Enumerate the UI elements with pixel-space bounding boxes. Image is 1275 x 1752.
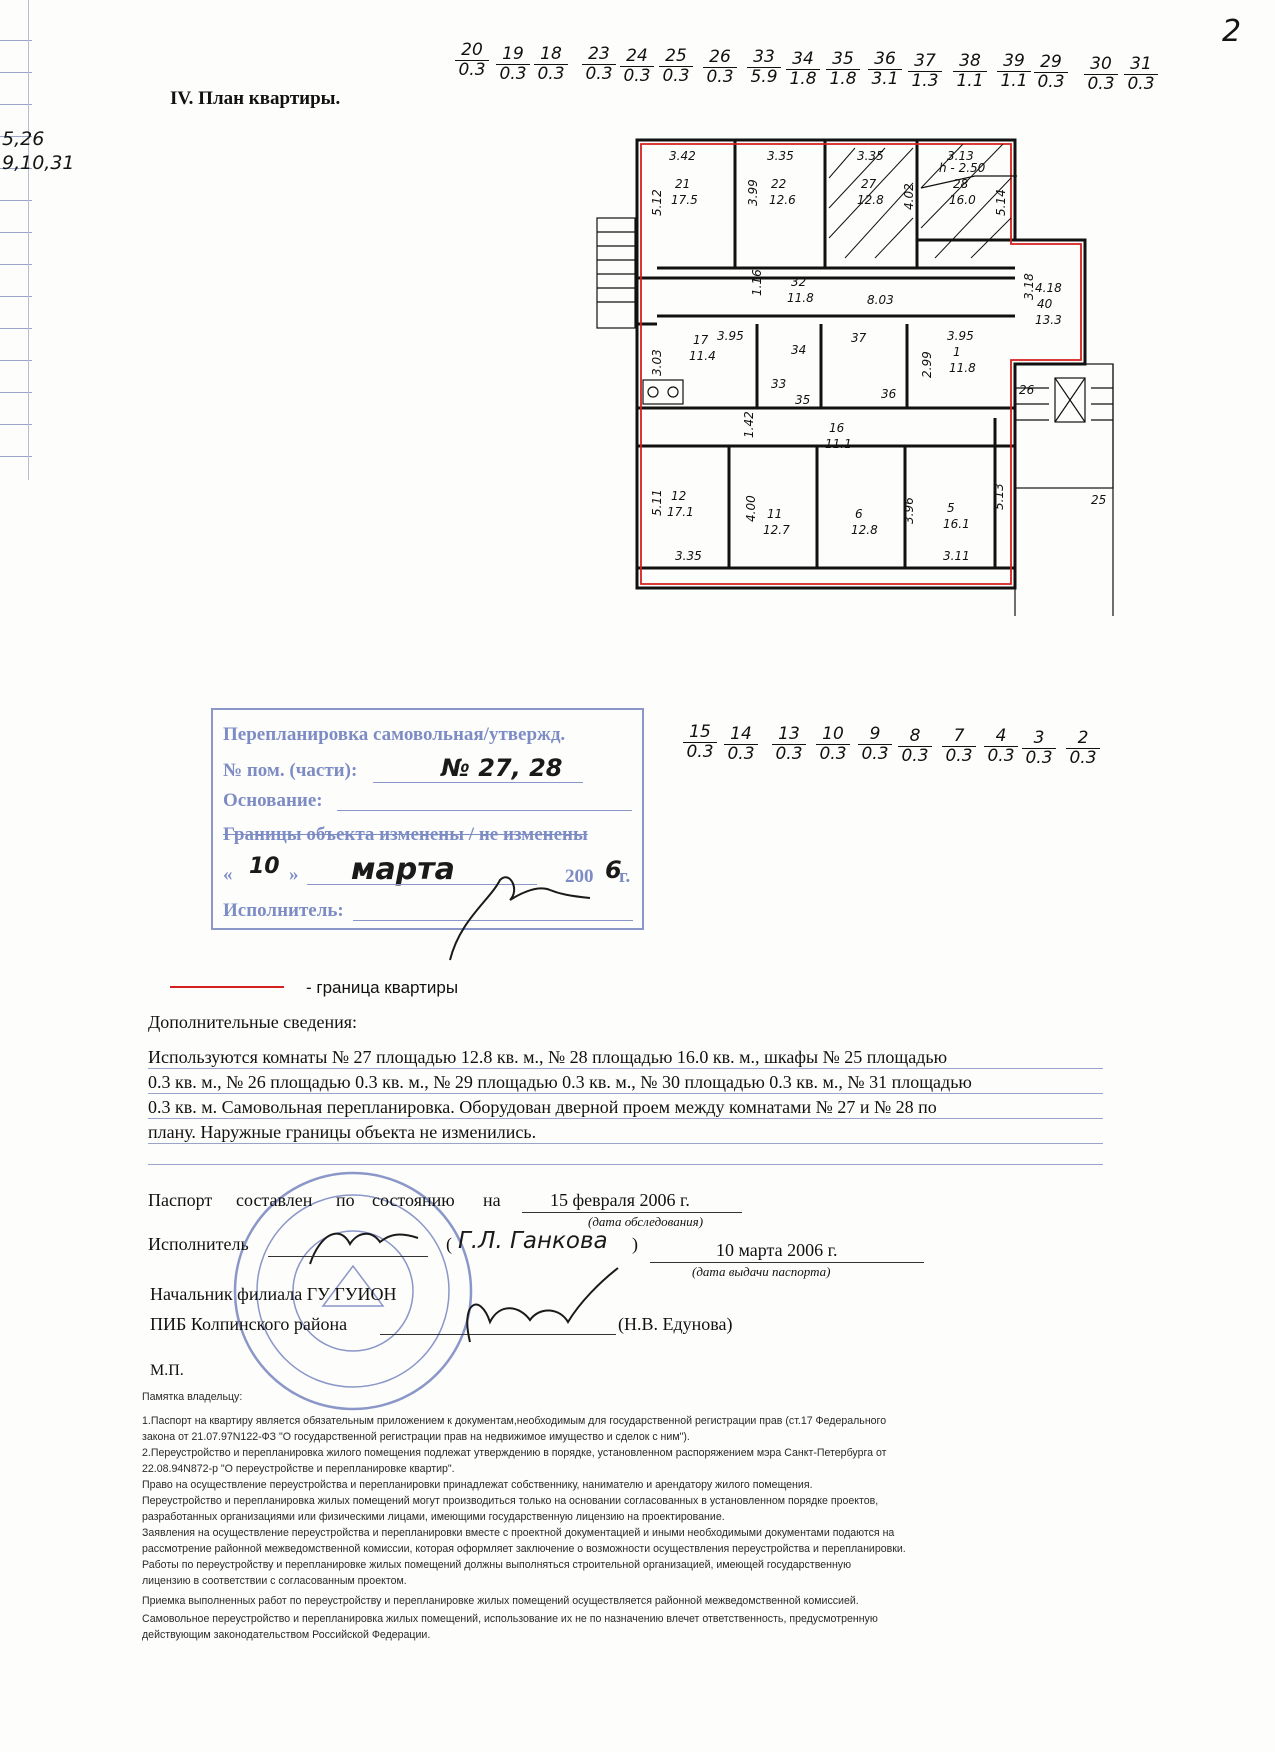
room-area: 11.8	[787, 291, 814, 305]
chief-line-1: Начальник филиала ГУ ГУИОН	[150, 1284, 397, 1304]
cabinet-label: $\frac{9}{0.3}$	[858, 726, 892, 763]
dimension: 3.99	[746, 179, 760, 206]
room-number: 22	[771, 177, 787, 191]
stamp-date-close: »	[289, 864, 299, 885]
stamp-basis-label: Основание:	[223, 790, 323, 811]
room-area: 11.8	[949, 361, 976, 375]
cabinet-label: $\frac{19}{0.3}$	[496, 46, 530, 83]
stove	[643, 380, 683, 404]
stamp-date-month: марта	[351, 852, 455, 887]
stamp-date-year-prefix: 200	[565, 866, 594, 887]
room-number: 12	[671, 489, 687, 503]
dimension: 2.99	[920, 351, 934, 378]
stamp-underline	[373, 782, 583, 783]
passport-word: на	[483, 1190, 501, 1210]
chief-name: (Н.В. Едунова)	[618, 1314, 733, 1334]
passport-word: по	[336, 1190, 355, 1210]
memo-line: 2.Переустройство и перепланировка жилого помещения подлежат утверждению в порядке, установленном распоряжением мэра Санкт-Петербурга от	[142, 1447, 887, 1459]
room-number: 32	[791, 275, 807, 289]
cabinet-label: $\frac{14}{0.3}$	[724, 726, 758, 763]
memo-line: действующим законодательством Российской Федерации.	[142, 1629, 431, 1641]
cabinet-label: $\frac{29}{0.3}$	[1034, 54, 1068, 91]
stamp-date-year-digit: 6	[605, 856, 622, 884]
room-area: 12.8	[851, 523, 878, 537]
cabinet-label: $\frac{20}{0.3}$	[455, 42, 489, 79]
room-area: 13.3	[1035, 313, 1062, 327]
additional-line: Используются комнаты № 27 площадью 12.8 кв. м., № 28 площадью 16.0 кв. м., шкафы № 25 площадью	[148, 1046, 1103, 1069]
cabinet-label: $\frac{35}{1.8}$	[826, 51, 860, 88]
cabinet-label: $\frac{25}{0.3}$	[659, 48, 693, 85]
stamp-date-day: 10	[249, 854, 280, 879]
memo-line: Самовольное переустройство и перепланировка жилых помещений, использование их не по назначению влечет ответственность, предусмотренную	[142, 1613, 878, 1625]
room-number: 11	[767, 507, 783, 521]
dimension: 3.18	[1022, 273, 1036, 300]
cabinet-label: $\frac{10}{0.3}$	[816, 726, 850, 763]
cabinet-label: $\frac{30}{0.3}$	[1084, 56, 1118, 93]
margin-note-2: 9,10,31	[2, 152, 75, 174]
cabinet-label: $\frac{34}{1.8}$	[786, 51, 820, 88]
room-labels	[667, 177, 1062, 537]
room-number: 5	[947, 501, 955, 515]
dimension: 3.96	[902, 497, 916, 524]
dimension: 4.00	[744, 495, 758, 522]
room-number: 40	[1037, 297, 1053, 311]
memo-line: разработанных организациями или физическими лицами, имеющими государственную лицензию на проектирование.	[142, 1511, 725, 1523]
cabinet-label: $\frac{7}{0.3}$	[942, 728, 976, 765]
room-number: 28	[953, 177, 969, 191]
room-area: 17.1	[667, 505, 694, 519]
additional-line: плану. Наружные границы объекта не изменились.	[148, 1121, 1103, 1144]
dimension: 3.42	[669, 149, 696, 163]
floor-plan	[585, 128, 1145, 618]
plan-label: 26	[1019, 383, 1035, 397]
passport-word: состоянию	[372, 1190, 455, 1210]
memo-line: Право на осуществление переустройства и перепланировки принадлежат собственнику, нанимателю и арендатору жилого помещения.	[142, 1479, 813, 1491]
dimension: 3.35	[767, 149, 794, 163]
mp-label: М.П.	[150, 1362, 184, 1379]
room-area: 12.8	[857, 193, 884, 207]
passport-word: Паспорт	[148, 1190, 213, 1210]
chief-line-2: ПИБ Колпинского района	[150, 1314, 348, 1334]
survey-date: 15 февраля 2006 г.	[550, 1190, 690, 1210]
passport-word: составлен	[236, 1190, 313, 1210]
stamp-signature	[430, 860, 600, 970]
cabinet-label: $\frac{36}{3.1}$	[868, 51, 902, 88]
executor-paren-open: (	[446, 1234, 452, 1254]
additional-heading: Дополнительные сведения:	[148, 1012, 358, 1032]
survey-caption: (дата обследования)	[588, 1214, 704, 1229]
cabinet-label: $\frac{8}{0.3}$	[898, 728, 932, 765]
staircase-right	[1015, 364, 1113, 616]
memo-line: Заявления на осуществление переустройства и перепланировки вместе с проектной документацией и иными необходимыми документами подаются на	[142, 1527, 895, 1539]
memo-line: лицензию в соответствии с согласованным проектом.	[142, 1575, 407, 1587]
dimension: 8.03	[867, 293, 894, 307]
room-number: 6	[855, 507, 863, 521]
plan-label: 36	[881, 387, 897, 401]
stamp-title: Перепланировка самовольная/утвержд.	[223, 724, 566, 745]
margin-note-1: 5,26	[2, 128, 45, 150]
room-number: 17	[693, 333, 709, 347]
stamp-room-value: № 27, 28	[441, 754, 563, 782]
memo-line: 1.Паспорт на квартиру является обязательным приложением к документам,необходимым для государственной регистрации прав (ст.17 Федерального	[142, 1415, 887, 1427]
dimension: 3.03	[650, 349, 664, 376]
cabinet-label: $\frac{13}{0.3}$	[772, 726, 806, 763]
dimension: 5.12	[650, 189, 664, 216]
dimension: 3.95	[947, 329, 974, 343]
dimension: 1.42	[742, 411, 756, 438]
memo-line: Приемка выполненных работ по переустройству и перепланировке жилых помещений осуществляется районной межведомственной комиссией.	[142, 1595, 859, 1607]
dimension: 5.11	[650, 489, 664, 516]
room-area: 16.0	[949, 193, 976, 207]
executor-label: Исполнитель	[148, 1234, 249, 1254]
room-area: 16.1	[943, 517, 970, 531]
plan-label: 35	[795, 393, 811, 407]
cabinet-label: $\frac{23}{0.3}$	[582, 46, 616, 83]
room-area: 17.5	[671, 193, 698, 207]
cabinet-label: $\frac{39}{1.1}$	[997, 53, 1031, 90]
ceiling-height: h - 2.50	[939, 161, 986, 175]
stamp-executor-label: Исполнитель:	[223, 900, 344, 921]
cabinet-label: $\frac{31}{0.3}$	[1124, 56, 1158, 93]
chief-signature	[450, 1262, 650, 1352]
memo-line: 22.08.94N872-р "О переустройстве и перепланировке квартир".	[142, 1463, 455, 1475]
memo-line: Работы по переустройству и перепланировке жилых помещений должны выполняться строительной организацией, имеющей государственную	[142, 1559, 852, 1571]
dimension: 3.35	[857, 149, 884, 163]
room-area: 12.7	[763, 523, 790, 537]
cabinet-label: $\frac{18}{0.3}$	[534, 46, 568, 83]
plan-label: 25	[1091, 493, 1107, 507]
cabinet-label: $\frac{26}{0.3}$	[703, 49, 737, 86]
executor-name-handwritten: Г.Л. Ганкова	[458, 1228, 608, 1254]
cabinet-label: $\frac{24}{0.3}$	[620, 48, 654, 85]
executor-signature	[300, 1214, 430, 1274]
memo-line: рассмотрение районной межведомственной комиссии, которая оформляет заключение о возможности осуществления переустройства и перепланировки.	[142, 1543, 906, 1555]
additional-line: 0.3 кв. м., № 26 площадью 0.3 кв. м., № 29 площадью 0.3 кв. м., № 30 площадью 0.3 кв. м., № 31 площадью	[148, 1071, 1103, 1094]
stamp-borders-label: Границы объекта изменены / не изменены	[223, 824, 588, 845]
dimension: 4.18	[1035, 281, 1062, 295]
dimension: 3.35	[675, 549, 702, 563]
page-number: 2	[1222, 14, 1242, 49]
cabinet-label: $\frac{38}{1.1}$	[953, 53, 987, 90]
room-number: 27	[861, 177, 877, 191]
memo-line: Переустройство и перепланировка жилых помещений могут производиться только на основании согласованных в установленном порядке проектов,	[142, 1495, 879, 1507]
stamp-room-label: № пом. (части):	[223, 760, 358, 781]
additional-line: 0.3 кв. м. Самовольная перепланировка. Оборудован дверной проем между комнатами № 27 и № 28 по	[148, 1096, 1103, 1119]
issue-date: 10 марта 2006 г.	[716, 1240, 838, 1260]
plan-label: 37	[851, 331, 867, 345]
cabinet-label: $\frac{33}{5.9}$	[747, 49, 781, 86]
issue-date-line	[650, 1262, 924, 1263]
memo-line: закона от 21.07.97N122-ФЗ "О государственной регистрации прав на недвижимое имущество и сделок с ним").	[142, 1431, 690, 1443]
stamp-date-year-suffix: г.	[619, 866, 631, 887]
executor-sign-line	[268, 1256, 428, 1257]
dimension: 5.14	[994, 189, 1008, 216]
room-area: 12.6	[769, 193, 796, 207]
plan-label: 34	[791, 343, 807, 357]
issue-caption: (дата выдачи паспорта)	[692, 1264, 831, 1279]
blank-line	[148, 1164, 1103, 1165]
dimension: 4.02	[902, 183, 916, 210]
stamp-underline	[337, 810, 632, 811]
survey-date-line	[522, 1212, 742, 1213]
plan-label: 33	[771, 377, 787, 391]
stamp-date-open: «	[223, 864, 233, 885]
room-area: 11.4	[689, 349, 716, 363]
legend-line	[170, 986, 284, 988]
staircase-left	[597, 218, 635, 328]
cabinet-label: $\frac{15}{0.3}$	[683, 724, 717, 761]
dimension: 3.11	[943, 549, 970, 563]
dimension: 3.95	[717, 329, 744, 343]
room-number: 1	[953, 345, 961, 359]
legend-text: - граница квартиры	[306, 978, 459, 997]
executor-paren-close: )	[632, 1234, 638, 1254]
memo-title: Памятка владельцу:	[142, 1391, 243, 1403]
dimension: 3.13	[947, 149, 974, 163]
cabinet-label: $\frac{37}{1.3}$	[908, 53, 942, 90]
section-title: IV. План квартиры.	[170, 88, 341, 109]
dimension: 1.16	[750, 269, 764, 296]
cabinet-label: $\frac{3}{0.3}$	[1022, 730, 1056, 767]
room-area: 11.1	[825, 437, 852, 451]
cabinet-label: $\frac{2}{0.3}$	[1066, 730, 1100, 767]
cabinet-label: $\frac{4}{0.3}$	[984, 728, 1018, 765]
room-number: 21	[675, 177, 691, 191]
room-number: 16	[829, 421, 845, 435]
dimension: 5.13	[992, 483, 1006, 510]
